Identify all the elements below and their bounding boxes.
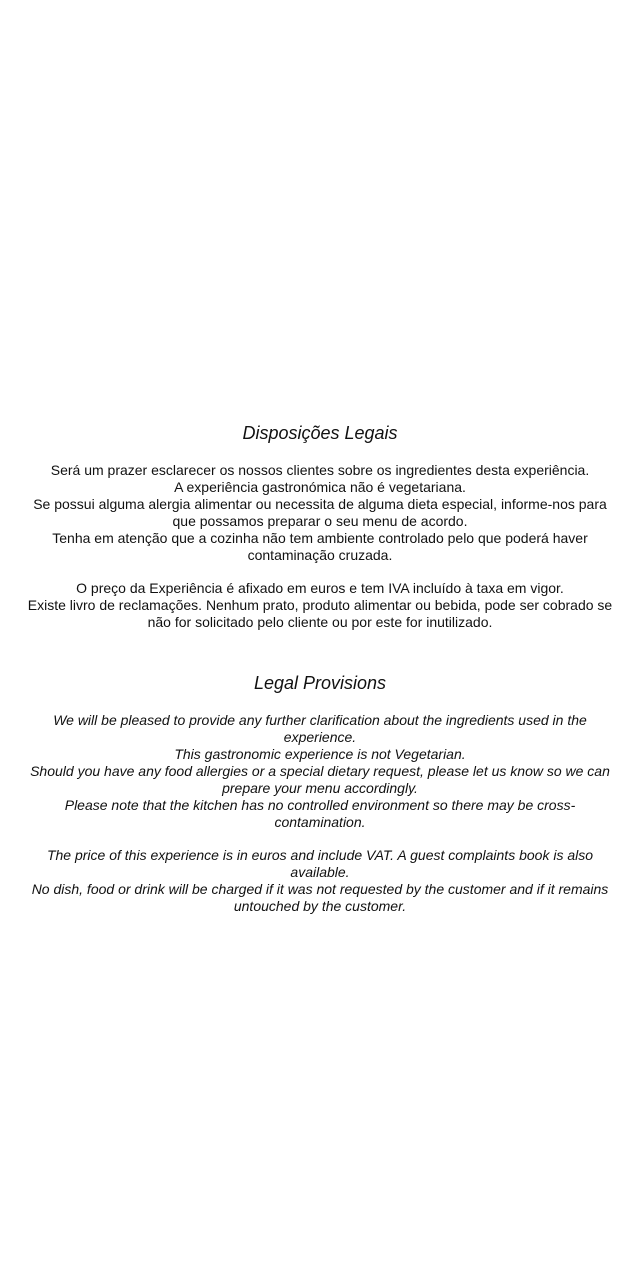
paragraph-line: O preço da Experiência é afixado em euros e tem IVA incluído à taxa em vigor. xyxy=(76,580,564,596)
paragraph-line: We will be pleased to provide any further clarification about the ingredients used in the experience. xyxy=(53,712,587,745)
paragraph-line: Please note that the kitchen has no controlled environment so there may be cross-contamination. xyxy=(64,797,576,830)
portuguese-block-2 xyxy=(20,580,620,631)
spacer xyxy=(20,831,620,847)
portuguese-section xyxy=(20,420,620,631)
portuguese-heading: Disposições Legais xyxy=(242,423,398,443)
paragraph-line: This gastronomic experience is not Vegetarian. xyxy=(174,746,466,762)
paragraph-line: Tenha em atenção que a cozinha não tem ambiente controlado pelo que poderá haver contaminação cruzada. xyxy=(52,530,588,563)
paragraph-line: The price of this experience is in euros and include VAT. A guest complaints book is also available. xyxy=(46,847,594,880)
english-block-1 xyxy=(20,712,620,831)
portuguese-block-1 xyxy=(20,462,620,564)
spacer xyxy=(20,564,620,580)
paragraph-line: No dish, food or drink will be charged if it was not requested by the customer and if it remains untouched by the customer. xyxy=(31,881,609,914)
paragraph-line: Existe livro de reclamações. Nenhum prato, produto alimentar ou bebida, pode ser cobrado se não for solicitado pelo cliente ou por este for inutilizado. xyxy=(27,597,613,630)
paragraph-line: Se possui alguma alergia alimentar ou necessita de alguma dieta especial, informe-nos para que possamos preparar o seu menu de acordo. xyxy=(33,496,607,529)
paragraph-line: Should you have any food allergies or a special dietary request, please let us know so we can prepare your menu accordingly. xyxy=(30,763,610,796)
english-section xyxy=(20,670,620,915)
english-heading: Legal Provisions xyxy=(253,673,387,693)
paragraph-line: A experiência gastronómica não é vegetariana. xyxy=(174,479,466,495)
english-block-2 xyxy=(20,847,620,915)
paragraph-line: Será um prazer esclarecer os nossos clientes sobre os ingredientes desta experiência. xyxy=(50,462,590,478)
